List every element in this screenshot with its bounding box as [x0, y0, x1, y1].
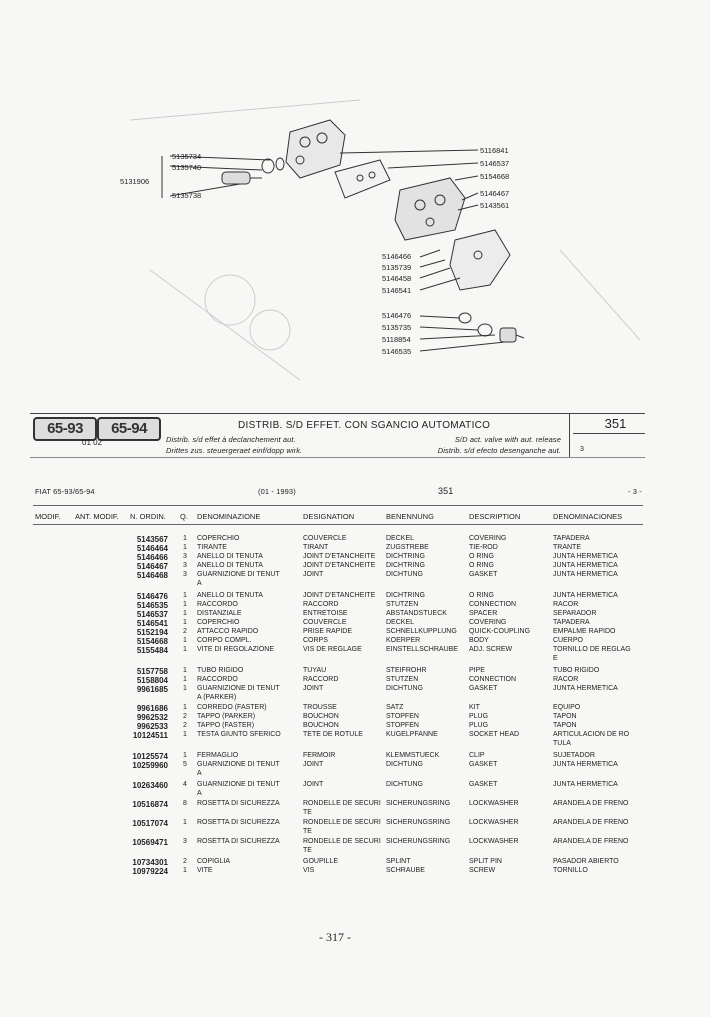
- cell-fr: BOUCHON: [303, 722, 339, 729]
- cell-es: E: [553, 655, 558, 662]
- title-en: S/D act. valve with aut. release: [454, 435, 561, 444]
- col-designation: DESIGNATION: [303, 512, 355, 521]
- cell-pn: 10979224: [132, 867, 168, 876]
- cell-en: PLUG: [469, 713, 489, 720]
- info-rule: [33, 505, 643, 506]
- page-box-rule: [573, 433, 645, 434]
- cell-pn: 10517074: [132, 819, 168, 828]
- cell-es: SEPARADOR: [553, 610, 597, 617]
- cell-it: ANELLO DI TENUTA: [197, 562, 263, 569]
- table-row: [0, 847, 710, 857]
- cell-en: GASKET: [469, 685, 498, 692]
- cell-fr: RONDELLE DE SECURI: [303, 838, 381, 845]
- cell-pn: 10124511: [132, 731, 168, 740]
- cell-q: 1: [183, 704, 187, 711]
- cell-de: KUGELPFANNE: [386, 731, 438, 738]
- cell-en: GASKET: [469, 761, 498, 768]
- cell-es: ARANDELA DE FRENO: [553, 800, 629, 807]
- cell-en: O RING: [469, 553, 494, 560]
- cell-es: ARTICULACION DE RO: [553, 731, 630, 738]
- cell-es: TAPON: [553, 713, 577, 720]
- cell-q: 1: [183, 619, 187, 626]
- cell-es: CUERPO: [553, 637, 583, 644]
- cell-fr: RACCORD: [303, 676, 339, 683]
- cell-q: 4: [183, 781, 187, 788]
- cell-it: A: [197, 790, 202, 797]
- table-row: [0, 770, 710, 780]
- page-number: - 317 -: [319, 930, 351, 944]
- cell-pn: 5158804: [136, 676, 168, 685]
- cell-en: COVERING: [469, 619, 507, 626]
- section-title: DISTRIB. S/D EFFET. CON SGANCIO AUTOMATICO: [238, 420, 491, 431]
- cell-de: DICHTUNG: [386, 571, 423, 578]
- cell-it: ANELLO DI TENUTA: [197, 592, 263, 599]
- cell-de: STOPFEN: [386, 722, 419, 729]
- cell-q: 1: [183, 685, 187, 692]
- cell-de: DICHTRING: [386, 592, 425, 599]
- cell-fr: JOINT D'ETANCHEITE: [303, 592, 376, 599]
- cell-en: GASKET: [469, 571, 498, 578]
- cell-pn: 9961685: [136, 685, 168, 694]
- cell-it: RACCORDO: [197, 601, 238, 608]
- cell-fr: VIS DE REGLAGE: [303, 646, 362, 653]
- callout-bottom-4: 5146535: [382, 347, 412, 356]
- col-denominaciones: DENOMINACIONES: [553, 512, 623, 521]
- cell-it: TAPPO (FASTER): [197, 722, 255, 729]
- cell-es: JUNTA HERMETICA: [553, 592, 618, 599]
- cell-q: 1: [183, 544, 187, 551]
- cell-de: SCHNELLKUPPLUNG: [386, 628, 457, 635]
- cell-it: COPIGLIA: [197, 858, 231, 865]
- col-modif: MODIF.: [35, 512, 61, 521]
- cell-es: EMPALME RAPIDO: [553, 628, 616, 635]
- cell-de: SICHERUNGSRING: [386, 819, 451, 826]
- cell-fr: RONDELLE DE SECURI: [303, 819, 381, 826]
- cell-pn: 9962533: [136, 722, 168, 731]
- cell-fr: VIS: [303, 867, 315, 874]
- cell-pn: 5143567: [136, 535, 168, 544]
- cell-q: 2: [183, 858, 187, 865]
- cell-q: 3: [183, 562, 187, 569]
- cell-pn: 5157758: [136, 667, 168, 676]
- cell-de: KOERPER: [386, 637, 421, 644]
- cell-es: TAPON: [553, 722, 577, 729]
- callout-right-1: 5116841: [480, 146, 509, 155]
- cell-en: SOCKET HEAD: [469, 731, 520, 738]
- cell-es: JUNTA HERMETICA: [553, 761, 618, 768]
- cell-pn: 5146535: [136, 601, 168, 610]
- page-box-divider: [569, 413, 570, 457]
- cell-it: CORREDO (FASTER): [197, 704, 267, 711]
- cell-it: COPERCHIO: [197, 535, 240, 542]
- cell-fr: JOINT: [303, 761, 324, 768]
- cell-pn: 10259960: [132, 761, 168, 770]
- cell-fr: COUVERCLE: [303, 619, 347, 626]
- group-code: 01 02: [82, 438, 103, 447]
- cell-q: 2: [183, 628, 187, 635]
- cell-fr: TROUSSE: [303, 704, 337, 711]
- col-n-ordin: N. ORDIN.: [130, 512, 166, 521]
- cell-it: TAPPO (PARKER): [197, 713, 256, 720]
- cell-de: ABSTANDSTUECK: [386, 610, 447, 617]
- callout-mid-2: 5135739: [382, 263, 412, 272]
- cell-en: COVERING: [469, 535, 507, 542]
- cell-fr: COUVERCLE: [303, 535, 347, 542]
- cell-q: 1: [183, 867, 187, 874]
- cell-en: CONNECTION: [469, 676, 517, 683]
- cell-pn: 5146468: [136, 571, 168, 580]
- cell-de: DECKEL: [386, 535, 415, 542]
- cell-q: 1: [183, 592, 187, 599]
- cell-q: 2: [183, 722, 187, 729]
- cell-es: TAPADERA: [553, 619, 590, 626]
- cell-es: ARANDELA DE FRENO: [553, 838, 629, 845]
- cell-de: DICHTRING: [386, 553, 425, 560]
- cell-pn: 10516874: [132, 800, 168, 809]
- cell-de: STEIFROHR: [386, 667, 427, 674]
- cell-fr: JOINT: [303, 571, 324, 578]
- cell-q: 1: [183, 610, 187, 617]
- cell-de: SCHRAUBE: [386, 867, 425, 874]
- cell-it: RACCORDO: [197, 676, 238, 683]
- cell-it: ANELLO DI TENUTA: [197, 553, 263, 560]
- cell-fr: BOUCHON: [303, 713, 339, 720]
- cell-pn: 10734301: [132, 858, 168, 867]
- cell-it: A: [197, 580, 202, 587]
- cell-fr: TE: [303, 809, 312, 816]
- cell-q: 3: [183, 571, 187, 578]
- col-qty: Q.: [180, 512, 188, 521]
- cell-en: KIT: [469, 704, 480, 711]
- cell-it: ROSETTA DI SICUREZZA: [197, 800, 280, 807]
- cell-es: EQUIPO: [553, 704, 581, 711]
- cell-en: PLUG: [469, 722, 489, 729]
- cell-es: RACOR: [553, 601, 579, 608]
- cell-en: O RING: [469, 562, 494, 569]
- cell-es: JUNTA HERMETICA: [553, 562, 618, 569]
- cell-es: JUNTA HERMETICA: [553, 781, 618, 788]
- cell-de: SATZ: [386, 704, 404, 711]
- cell-en: CONNECTION: [469, 601, 517, 608]
- cell-it: ROSETTA DI SICUREZZA: [197, 819, 280, 826]
- cell-es: JUNTA HERMETICA: [553, 553, 618, 560]
- cell-fr: TE: [303, 828, 312, 835]
- cell-q: 5: [183, 761, 187, 768]
- model-badge-1: 65-93: [33, 417, 97, 441]
- cell-en: SCREW: [469, 867, 496, 874]
- cell-q: 1: [183, 646, 187, 653]
- cell-de: SPLINT: [386, 858, 411, 865]
- cell-it: COPERCHIO: [197, 619, 240, 626]
- callout-right-2: 5146537: [480, 159, 510, 168]
- cell-es: TRANTE: [553, 544, 581, 551]
- cell-q: 1: [183, 731, 187, 738]
- cell-fr: ENTRETOISE: [303, 610, 348, 617]
- table-row: [0, 867, 710, 877]
- callout-left-2: 5135740: [172, 163, 202, 172]
- callout-bottom-2: 5135735: [382, 323, 412, 332]
- cell-pn: 5146464: [136, 544, 168, 553]
- table-row: [0, 740, 710, 750]
- cell-pn: 5146466: [136, 553, 168, 562]
- cell-en: LOCKWASHER: [469, 838, 519, 845]
- cell-pn: 5154668: [136, 637, 168, 646]
- cell-en: SPACER: [469, 610, 498, 617]
- cell-q: 1: [183, 752, 187, 759]
- cell-it: DISTANZIALE: [197, 610, 242, 617]
- model-badge-2: 65-94: [97, 417, 161, 441]
- title-fr: Distrib. s/d effet à declanchement aut.: [166, 435, 296, 444]
- table-row: [0, 828, 710, 838]
- cell-q: 1: [183, 676, 187, 683]
- cell-it: VITE: [197, 867, 213, 874]
- cell-q: 2: [183, 713, 187, 720]
- cell-fr: RACCORD: [303, 601, 339, 608]
- sheet-number: - 3 -: [628, 487, 642, 496]
- cell-en: LOCKWASHER: [469, 819, 519, 826]
- cell-en: ADJ. SCREW: [469, 646, 513, 653]
- col-benennung: BENENNUNG: [386, 512, 434, 521]
- cell-it: TESTA GIUNTO SFERICO: [197, 731, 281, 738]
- cell-pn: 5152194: [136, 628, 168, 637]
- col-description: DESCRIPTION: [469, 512, 521, 521]
- cell-en: GASKET: [469, 781, 498, 788]
- cell-en: BODY: [469, 637, 489, 644]
- cell-it: GUARNIZIONE DI TENUT: [197, 685, 280, 692]
- callout-mid-4: 5146541: [382, 286, 412, 295]
- cell-it: A (PARKER): [197, 694, 237, 701]
- callout-bottom-3: 5118854: [382, 335, 411, 344]
- cell-q: 1: [183, 637, 187, 644]
- cell-en: QUICK-COUPLING: [469, 628, 531, 635]
- cell-it: VITE DI REGOLAZIONE: [197, 646, 275, 653]
- cell-de: STOPFEN: [386, 713, 419, 720]
- cell-es: TAPADERA: [553, 535, 590, 542]
- cell-pn: 5155484: [136, 646, 168, 655]
- cell-it: GUARNIZIONE DI TENUT: [197, 571, 280, 578]
- callout-bottom-1: 5146476: [382, 311, 412, 320]
- cell-pn: 5146537: [136, 610, 168, 619]
- cell-pn: 10263460: [132, 781, 168, 790]
- cell-es: TUBO RIGIDO: [553, 667, 600, 674]
- cell-en: PIPE: [469, 667, 485, 674]
- cell-es: ARANDELA DE FRENO: [553, 819, 629, 826]
- cell-q: 1: [183, 601, 187, 608]
- cell-fr: TETE DE ROTULE: [303, 731, 363, 738]
- diagram-drawing: [0, 80, 710, 410]
- header-rule: [33, 524, 643, 525]
- cell-de: STUTZEN: [386, 601, 419, 608]
- cell-en: CLIP: [469, 752, 485, 759]
- cell-de: EINSTELLSCHRAUBE: [386, 646, 458, 653]
- cell-q: 3: [183, 553, 187, 560]
- cell-fr: JOINT D'ETANCHEITE: [303, 553, 376, 560]
- cell-fr: JOINT: [303, 781, 324, 788]
- table-row: [0, 694, 710, 704]
- cell-de: DECKEL: [386, 619, 415, 626]
- cell-fr: TUYAU: [303, 667, 327, 674]
- cell-es: RACOR: [553, 676, 579, 683]
- table-row: [0, 580, 710, 590]
- header-bottom-rule: [30, 457, 645, 458]
- cell-pn: 5146476: [136, 592, 168, 601]
- table-number: 351: [438, 486, 454, 496]
- cell-pn: 9961686: [136, 704, 168, 713]
- cell-it: ATTACCO RAPIDO: [197, 628, 259, 635]
- title-de: Drittes zus. steuergeraet einf/dopp wirk.: [166, 446, 303, 455]
- cell-es: TORNILLO DE REGLAG: [553, 646, 631, 653]
- cell-es: TORNILLO: [553, 867, 588, 874]
- cell-es: PASADOR ABIERTO: [553, 858, 619, 865]
- cell-pn: 5146541: [136, 619, 168, 628]
- cell-q: 1: [183, 535, 187, 542]
- cell-es: SUJETADOR: [553, 752, 595, 759]
- cell-es: JUNTA HERMETICA: [553, 685, 618, 692]
- cell-it: A: [197, 770, 202, 777]
- cell-de: DICHTUNG: [386, 685, 423, 692]
- cell-pn: 10125574: [132, 752, 168, 761]
- callout-mid-3: 5146458: [382, 274, 412, 283]
- cell-it: ROSETTA DI SICUREZZA: [197, 838, 280, 845]
- edition-date: (01 - 1993): [258, 487, 296, 496]
- callout-right-4: 5146467: [480, 189, 510, 198]
- cell-es: JUNTA HERMETICA: [553, 571, 618, 578]
- cell-fr: RONDELLE DE SECURI: [303, 800, 381, 807]
- callout-right-5: 5143561: [480, 201, 510, 210]
- table-row: [0, 809, 710, 819]
- cell-en: LOCKWASHER: [469, 800, 519, 807]
- cell-fr: GOUPILLE: [303, 858, 339, 865]
- cell-de: SICHERUNGSRING: [386, 838, 451, 845]
- cell-en: TIE-ROD: [469, 544, 498, 551]
- cell-es: TULA: [553, 740, 571, 747]
- page-box-number: 351: [604, 416, 627, 431]
- cell-de: SICHERUNGSRING: [386, 800, 451, 807]
- cell-it: TUBO RIGIDO: [197, 667, 244, 674]
- cell-it: GUARNIZIONE DI TENUT: [197, 761, 280, 768]
- cell-pn: 9962532: [136, 713, 168, 722]
- cell-pn: 10569471: [132, 838, 168, 847]
- table-row: [0, 790, 710, 800]
- callout-mid-1: 5146466: [382, 252, 412, 261]
- cell-de: DICHTRING: [386, 562, 425, 569]
- col-denominazione: DENOMINAZIONE: [197, 512, 261, 521]
- cell-q: 1: [183, 667, 187, 674]
- cell-q: 1: [183, 819, 187, 826]
- model-label: FIAT 65-93/65-94: [35, 487, 95, 496]
- cell-de: DICHTUNG: [386, 761, 423, 768]
- cell-en: O RING: [469, 592, 494, 599]
- cell-it: GUARNIZIONE DI TENUT: [197, 781, 280, 788]
- callout-left-main: 5131906: [120, 177, 150, 186]
- cell-fr: JOINT: [303, 685, 324, 692]
- cell-fr: FERMOIR: [303, 752, 336, 759]
- cell-it: FERMAGLIO: [197, 752, 239, 759]
- cell-fr: CORPS: [303, 637, 328, 644]
- cell-de: STUTZEN: [386, 676, 419, 683]
- header-top-rule: [30, 413, 645, 414]
- page-box-sub: 3: [580, 446, 584, 453]
- cell-fr: TE: [303, 847, 312, 854]
- exploded-parts-diagram: [0, 80, 710, 410]
- col-ant-modif: ANT. MODIF.: [75, 512, 119, 521]
- cell-fr: TIRANT: [303, 544, 329, 551]
- cell-de: ZUGSTREBE: [386, 544, 429, 551]
- title-es: Distrib. s/d efecto desenganche aut.: [437, 446, 561, 455]
- cell-pn: 5146467: [136, 562, 168, 571]
- cell-it: CORPO COMPL.: [197, 637, 252, 644]
- callout-right-3: 5154668: [480, 172, 510, 181]
- cell-it: TIRANTE: [197, 544, 227, 551]
- callout-left-1: 5135734: [172, 152, 202, 161]
- table-row: [0, 655, 710, 665]
- cell-de: DICHTUNG: [386, 781, 423, 788]
- cell-q: 3: [183, 838, 187, 845]
- cell-fr: PRISE RAPIDE: [303, 628, 353, 635]
- cell-fr: JOINT D'ETANCHEITE: [303, 562, 376, 569]
- cell-q: 8: [183, 800, 187, 807]
- cell-de: KLEMMSTUECK: [386, 752, 440, 759]
- cell-en: SPLIT PIN: [469, 858, 502, 865]
- callout-left-3: 5135738: [172, 191, 202, 200]
